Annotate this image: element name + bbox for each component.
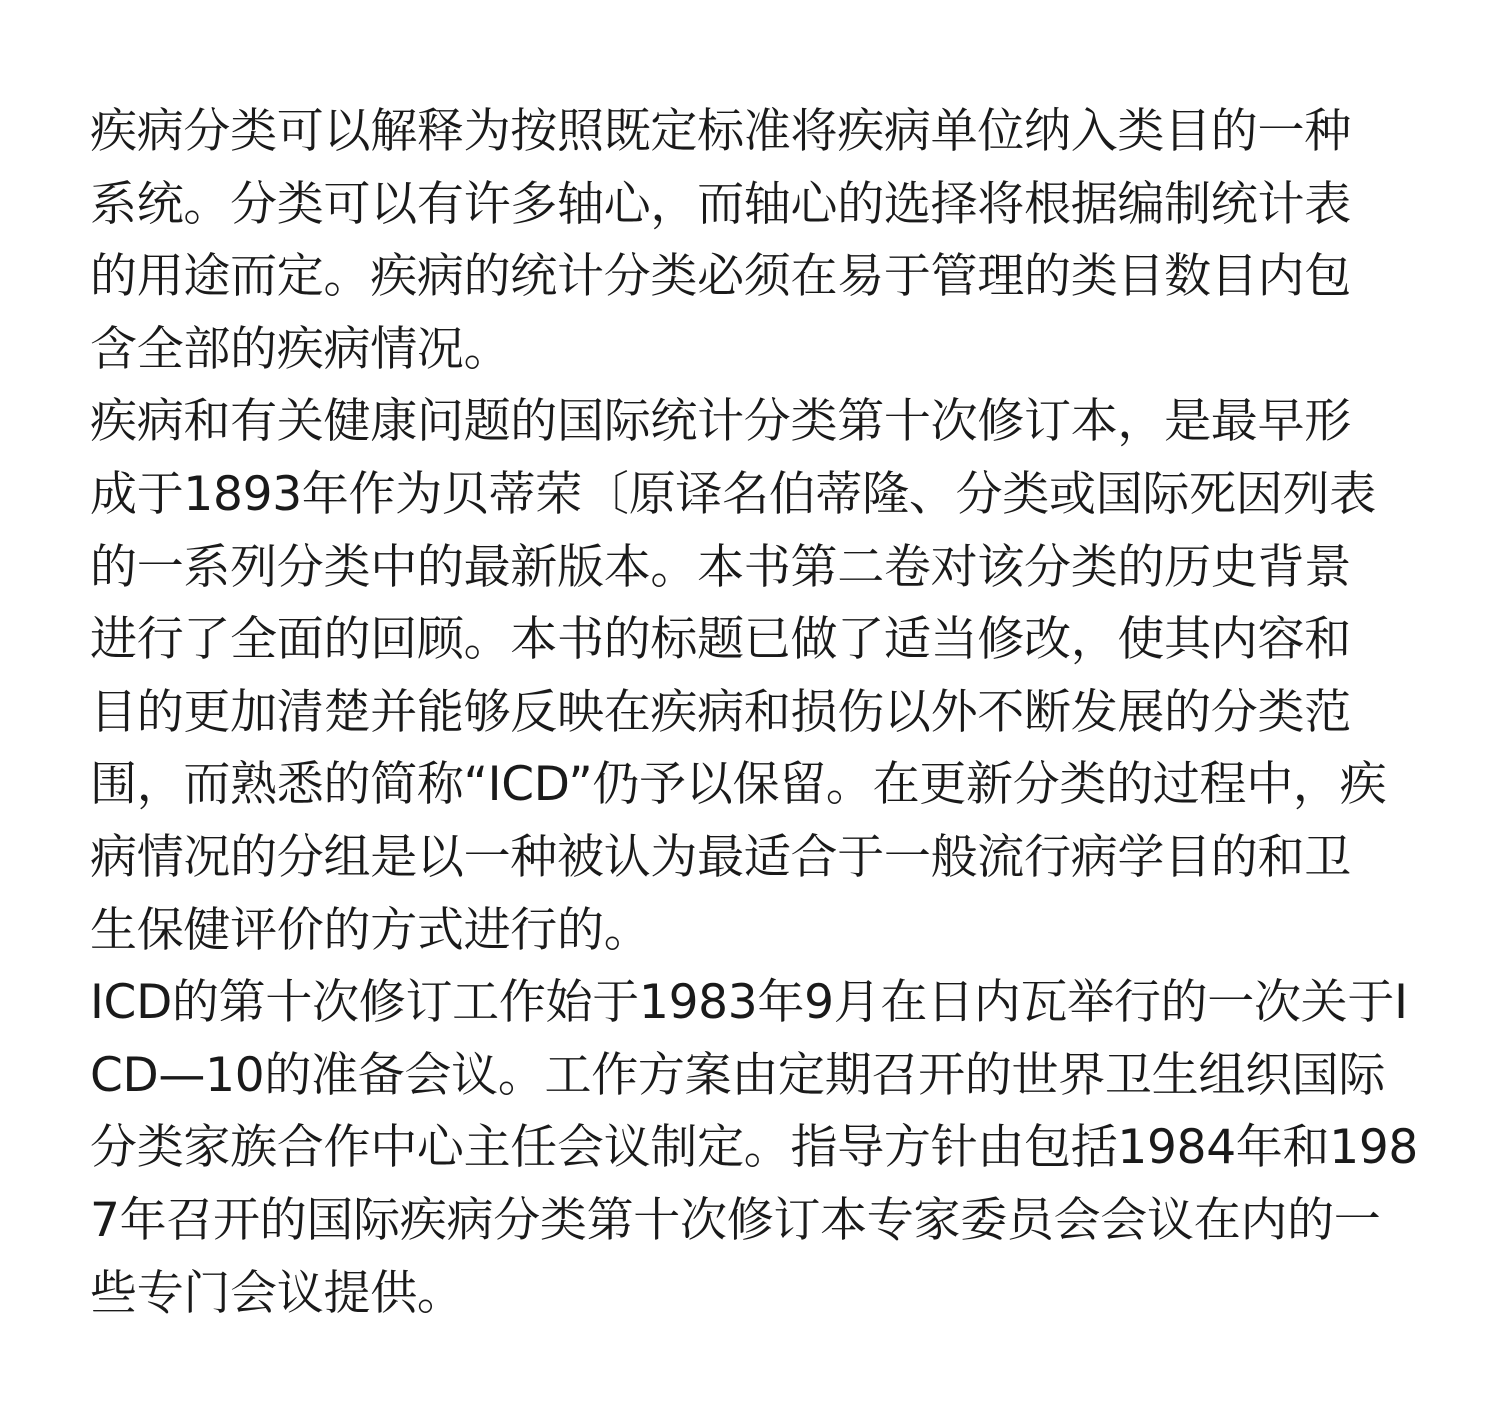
paragraph-2 — [90, 386, 1435, 967]
text-line: 些专门会议提供。 — [90, 1265, 464, 1321]
text-line: 分类家族合作中心主任会议制定。指导方针由包括1984年和198 — [90, 1120, 1419, 1176]
text-line: 疾病分类可以解释为按照既定标准将疾病单位纳入类目的一种 — [90, 104, 1351, 159]
text-line: 7年召开的国际疾病分类第十次修订本专家委员会会议在内的一 — [90, 1192, 1381, 1248]
text-line: 系统。分类可以有许多轴心，而轴心的选择将根据编制统计表 — [90, 176, 1351, 232]
text-line: CD—10的准备会议。工作方案由定期召开的世界卫生组织国际 — [90, 1047, 1386, 1103]
text-line: 的用途而定。疾病的统计分类必须在易于管理的类目数目内包 — [90, 249, 1351, 305]
text-line: 成于1893年作为贝蒂荣〔原译名伯蒂隆、分类或国际死因列表 — [90, 466, 1376, 522]
text-line: 进行了全面的回顾。本书的标题已做了适当修改，使其内容和 — [90, 612, 1351, 668]
text-line: 的一系列分类中的最新版本。本书第二卷对该分类的历史背景 — [90, 539, 1351, 595]
text-line: 目的更加清楚并能够反映在疾病和损伤以外不断发展的分类范 — [90, 684, 1351, 740]
paragraph-1 — [90, 96, 1435, 386]
text-line: 病情况的分组是以一种被认为最适合于一般流行病学目的和卫 — [90, 829, 1351, 885]
text-line: ICD的第十次修订工作始于1983年9月在日内瓦举行的一次关于I — [90, 975, 1408, 1031]
paragraph-3 — [90, 967, 1435, 1330]
text-line: 疾病和有关健康问题的国际统计分类第十次修订本，是最早形 — [90, 394, 1351, 450]
text-line: 围，而熟悉的简称“ICD”仍予以保留。在更新分类的过程中，疾 — [90, 757, 1387, 813]
document-body — [90, 96, 1435, 1330]
text-line: 生保健评价的方式进行的。 — [90, 902, 651, 958]
text-line: 含全部的疾病情况。 — [90, 321, 511, 377]
